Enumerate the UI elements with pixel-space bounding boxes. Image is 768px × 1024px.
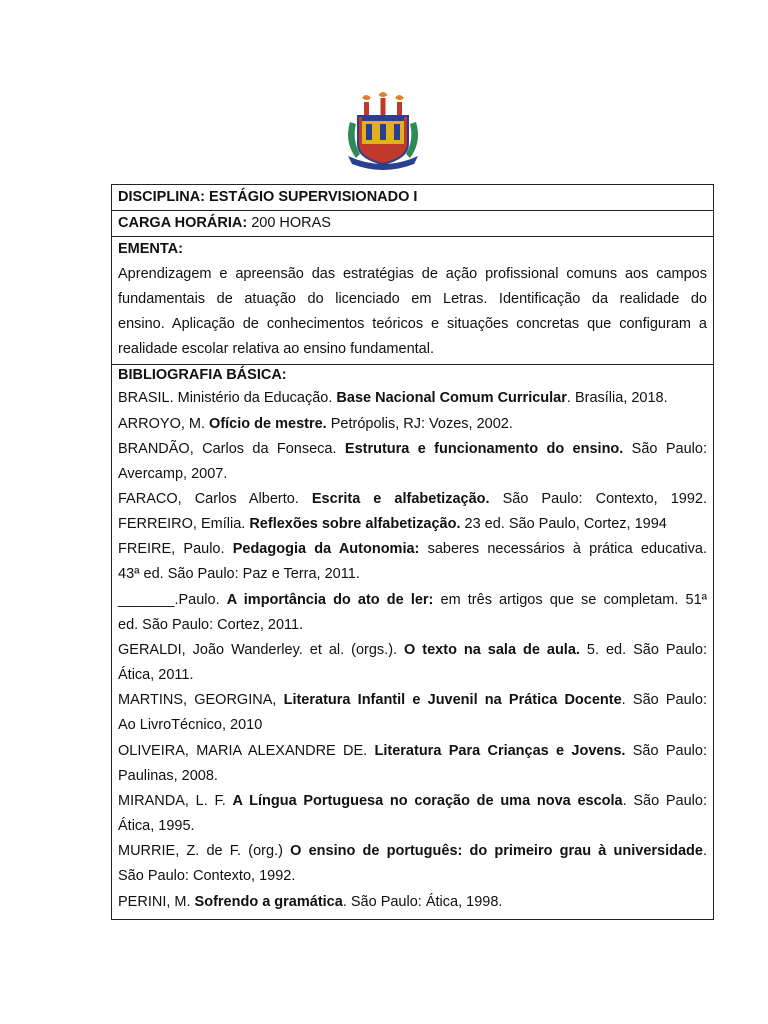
carga-label: CARGA HORÁRIA: bbox=[118, 215, 248, 231]
reference-author: FARACO, Carlos Alberto. bbox=[118, 491, 312, 507]
ementa-line: ensino. Aplicação de conhecimentos teóricos e situações concretas que configuram a bbox=[118, 316, 707, 333]
reference-item bbox=[118, 588, 707, 638]
reference-author: MIRANDA, L. F. bbox=[118, 792, 233, 809]
reference-details: São Paulo: bbox=[623, 440, 707, 457]
reference-details: saberes necessários à prática educativa. bbox=[419, 541, 708, 558]
reference-title: A importância do ato de ler: bbox=[226, 591, 434, 608]
reference-details: em três artigos que se completam. 51ª bbox=[433, 591, 708, 608]
reference-details: . São Paulo: Ática, 1998. bbox=[342, 893, 503, 910]
reference-continuation: São Paulo: Contexto, 1992. bbox=[118, 868, 296, 885]
disciplina-value: ESTÁGIO SUPERVISIONADO I bbox=[209, 189, 418, 205]
reference-author: MURRIE, Z. de F. (org.) bbox=[118, 843, 291, 860]
reference-details: . São Paulo: bbox=[621, 692, 707, 709]
disciplina-label: DISCIPLINA: bbox=[118, 189, 205, 205]
bibliografia-row bbox=[112, 366, 713, 918]
reference-title: Literatura Para Crianças e Jovens. bbox=[374, 742, 626, 759]
reference-item bbox=[118, 789, 707, 839]
reference-author: BRANDÃO, Carlos da Fonseca. bbox=[118, 440, 345, 457]
reference-title: Ofício de mestre. bbox=[209, 415, 327, 432]
reference-author: GERALDI, João Wanderley. et al. (orgs.). bbox=[118, 641, 405, 658]
reference-item bbox=[118, 487, 707, 512]
reference-item bbox=[118, 839, 707, 889]
ementa-line: realidade escolar relativa ao ensino fundamental. bbox=[118, 341, 434, 358]
reference-author: FREIRE, Paulo. bbox=[118, 541, 233, 558]
reference-author: BRASIL. Ministério da Educação. bbox=[118, 390, 337, 407]
reference-details: . São Paulo: bbox=[622, 792, 707, 809]
reference-title: A Língua Portuguesa no coração de uma nova escola bbox=[232, 792, 623, 809]
reference-title: Estrutura e funcionamento do ensino. bbox=[344, 440, 624, 457]
reference-title: O texto na sala de aula. bbox=[404, 641, 580, 658]
disciplina-row bbox=[112, 185, 713, 211]
reference-author: ARROYO, M. bbox=[118, 415, 210, 432]
reference-list bbox=[118, 386, 707, 914]
reference-item bbox=[118, 890, 707, 915]
carga-horaria-row bbox=[112, 211, 713, 237]
reference-author: _______.Paulo. bbox=[118, 591, 227, 608]
carga-value: 200 HORAS bbox=[251, 215, 331, 231]
reference-details: 5. ed. São Paulo: bbox=[579, 641, 707, 658]
reference-continuation: Paulinas, 2008. bbox=[118, 767, 218, 784]
reference-details: Petrópolis, RJ: Vozes, 2002. bbox=[326, 415, 513, 432]
torch-icon bbox=[362, 92, 404, 118]
reference-author: FERREIRO, Emília. bbox=[118, 516, 250, 533]
reference-continuation: Avercamp, 2007. bbox=[118, 465, 228, 482]
reference-continuation: Ática, 2011. bbox=[118, 667, 194, 684]
reference-item bbox=[118, 537, 707, 587]
reference-title: Sofrendo a gramática bbox=[194, 893, 343, 910]
reference-title: Reflexões sobre alfabetização. bbox=[249, 516, 461, 533]
reference-continuation: 43ª ed. São Paulo: Paz e Terra, 2011. bbox=[118, 566, 360, 583]
reference-item bbox=[118, 386, 707, 411]
ementa-line: Aprendizagem e apreensão das estratégias de ação profissional comuns aos campos bbox=[118, 266, 707, 282]
ementa-line: fundamentais de atuação do licenciado em Letras. Identificação da realidade do bbox=[118, 291, 707, 308]
course-table bbox=[111, 184, 714, 920]
reference-details: . bbox=[702, 843, 707, 860]
reference-title: Base Nacional Comum Curricular bbox=[336, 390, 567, 407]
reference-item bbox=[118, 437, 707, 487]
reference-author: MARTINS, GEORGINA, bbox=[118, 692, 284, 709]
reference-item bbox=[118, 739, 707, 789]
reference-title: Pedagogia da Autonomia: bbox=[232, 541, 420, 558]
reference-author: OLIVEIRA, MARIA ALEXANDRE DE. bbox=[118, 742, 375, 759]
reference-continuation: Ática, 1995. bbox=[118, 818, 195, 835]
bibliografia-label: BIBLIOGRAFIA BÁSICA: bbox=[118, 367, 287, 384]
reference-item bbox=[118, 412, 707, 437]
reference-details: São Paulo: bbox=[625, 742, 707, 759]
reference-title: O ensino de português: do primeiro grau à universidade bbox=[290, 843, 703, 860]
reference-details: 23 ed. São Paulo, Cortez, 1994 bbox=[460, 516, 667, 533]
institution-crest-logo bbox=[342, 92, 424, 170]
reference-author: PERINI, M. bbox=[118, 893, 195, 910]
ementa-label: EMENTA: bbox=[118, 241, 183, 257]
reference-item bbox=[118, 638, 707, 688]
reference-details: São Paulo: Contexto, 1992. bbox=[489, 491, 708, 507]
reference-title: Escrita e alfabetização. bbox=[311, 491, 490, 507]
reference-continuation: Ao LivroTécnico, 2010 bbox=[118, 717, 263, 734]
reference-item bbox=[118, 688, 707, 738]
reference-title: Literatura Infantil e Juvenil na Prática Docente bbox=[283, 692, 622, 709]
reference-item bbox=[118, 512, 707, 537]
reference-continuation: ed. São Paulo: Cortez, 2011. bbox=[118, 616, 304, 633]
reference-details: . Brasília, 2018. bbox=[566, 390, 668, 407]
ementa-row bbox=[112, 240, 713, 365]
